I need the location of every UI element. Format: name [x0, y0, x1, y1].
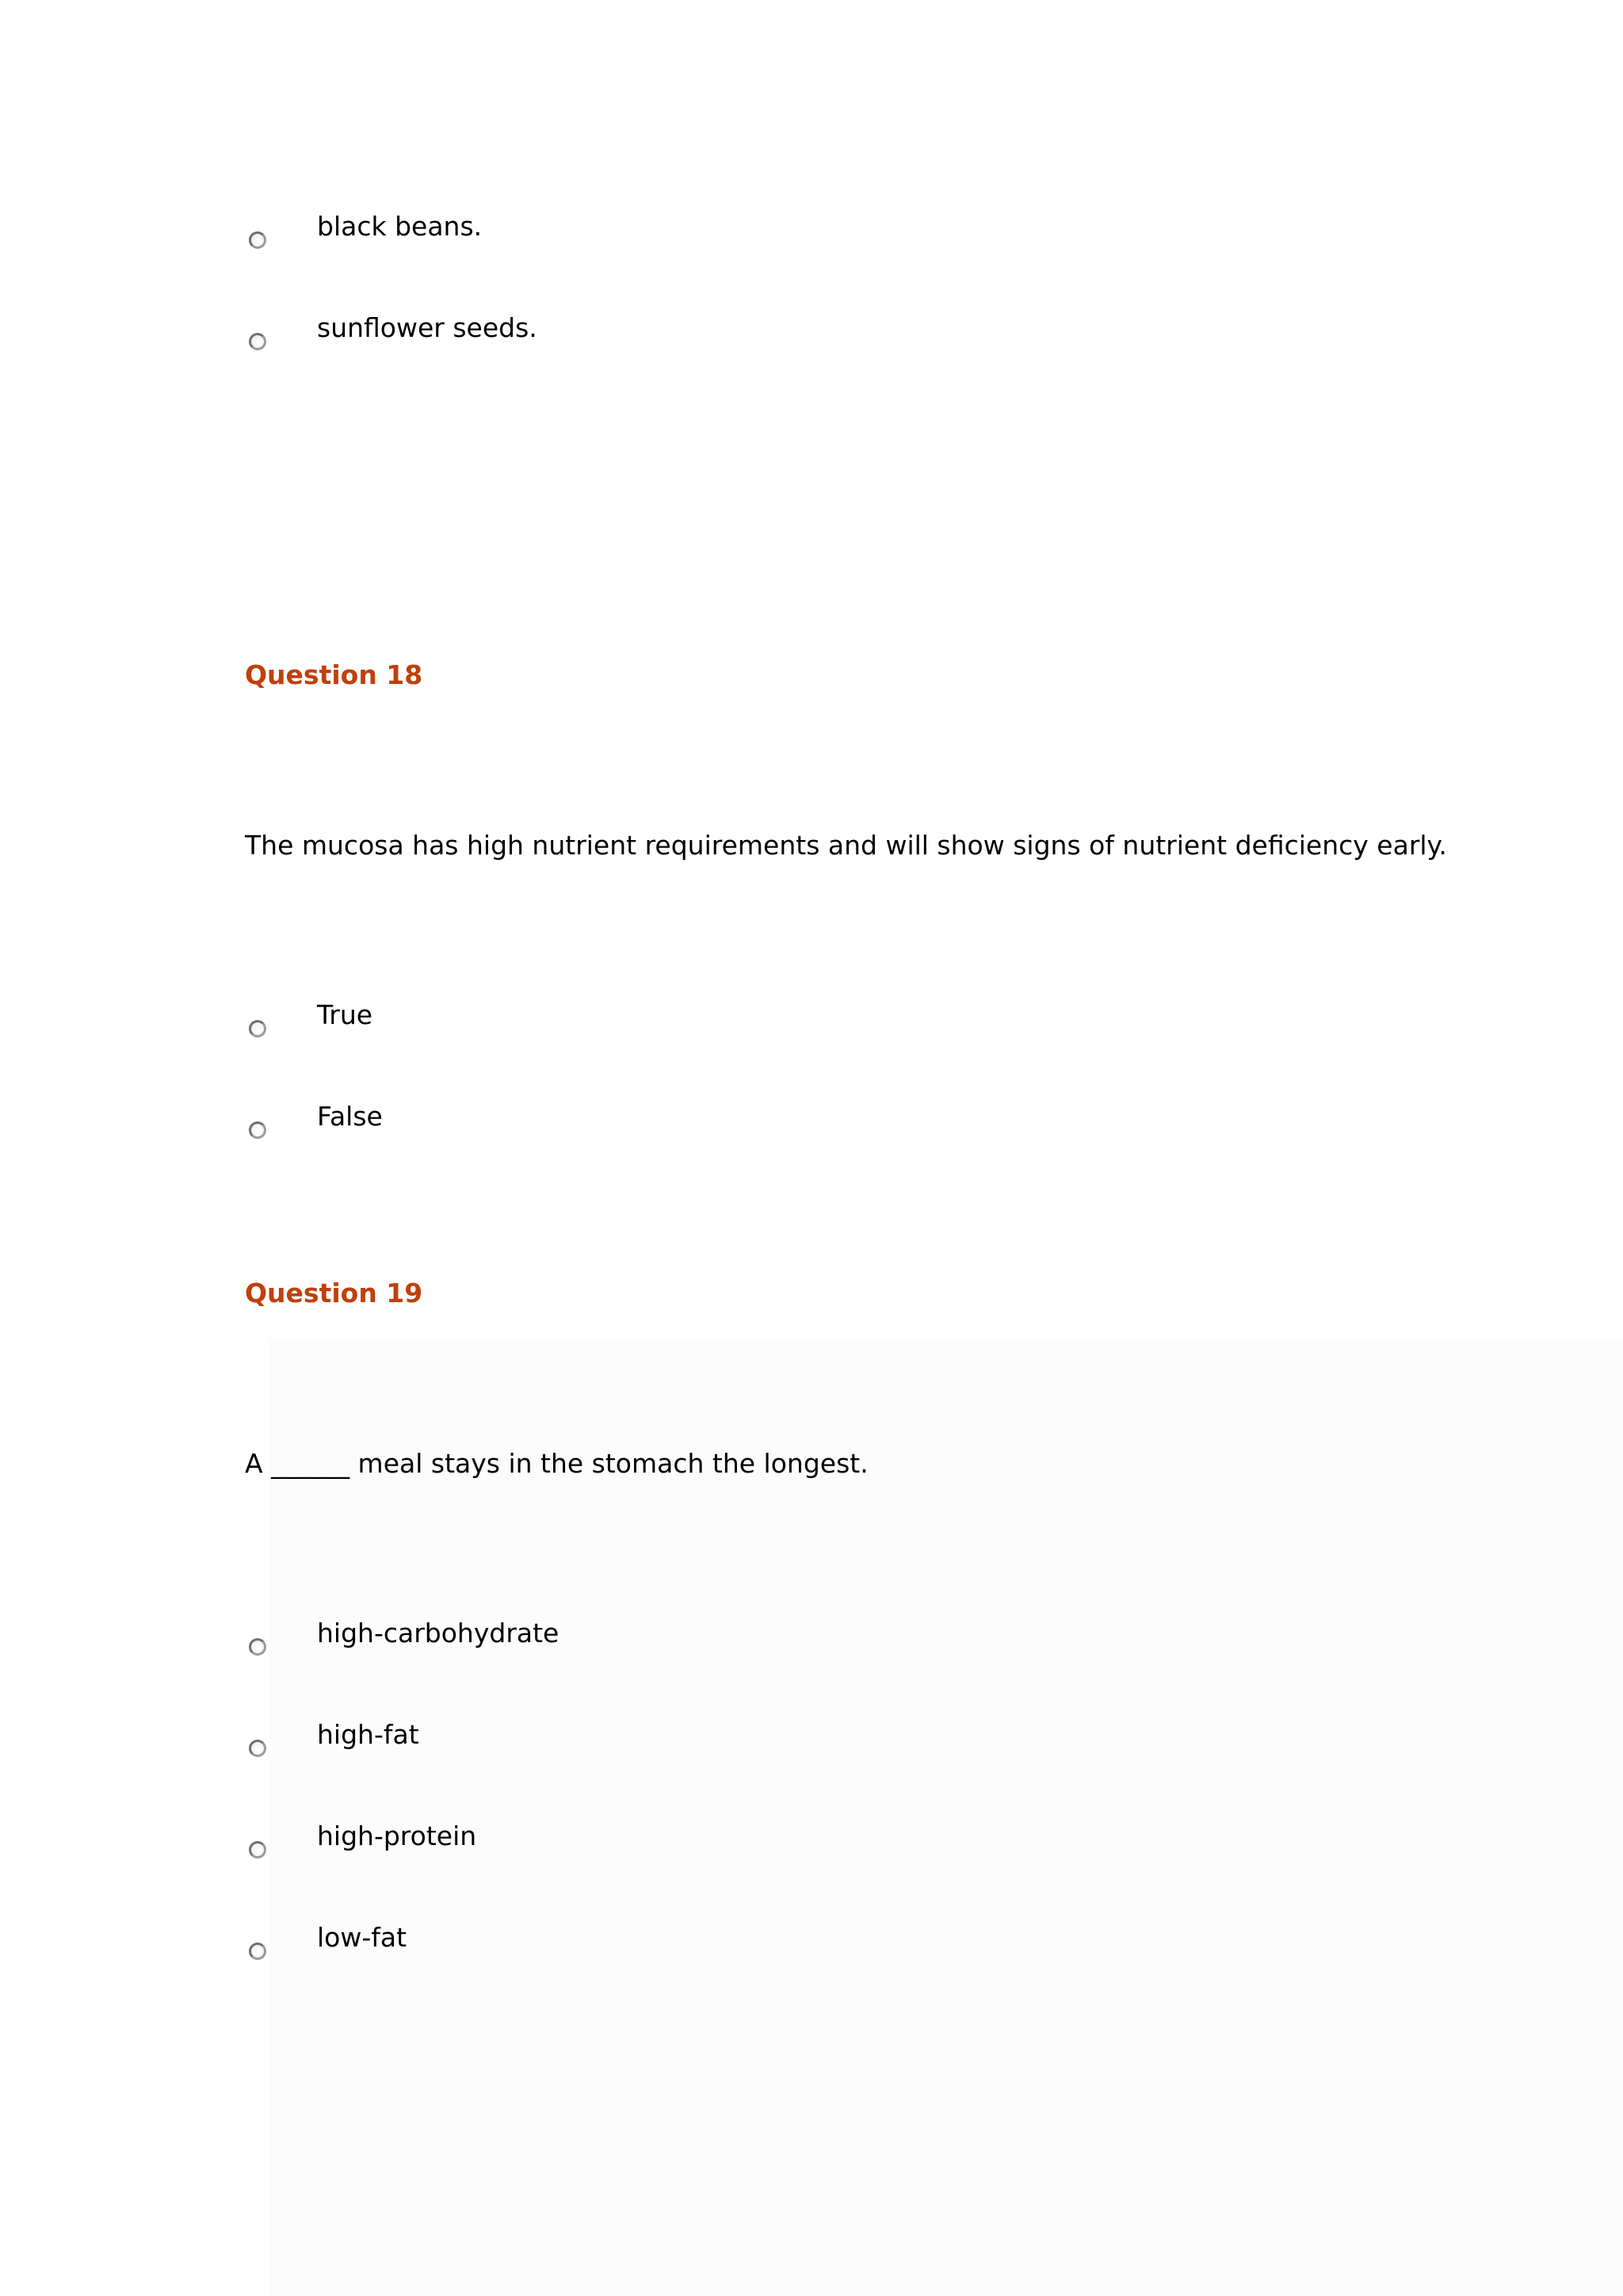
answer-option[interactable] [245, 211, 1354, 263]
background-shade [269, 1339, 1623, 2296]
answer-option-label: high-fat [317, 1719, 419, 1750]
answer-option-label: low-fat [317, 1922, 407, 1953]
answer-option-label: True [317, 999, 373, 1030]
radio-button-icon[interactable] [249, 1020, 266, 1037]
answer-option-label: black beans. [317, 211, 483, 242]
answer-option[interactable] [245, 1922, 1354, 1974]
answer-option[interactable] [245, 1719, 1354, 1771]
radio-button-icon[interactable] [249, 1943, 266, 1960]
radio-button-icon[interactable] [249, 231, 266, 249]
answer-option[interactable] [245, 999, 1354, 1052]
answer-option[interactable] [245, 312, 1354, 365]
radio-button-icon[interactable] [249, 1121, 266, 1139]
question-heading: Question 19 [245, 1278, 423, 1308]
answer-option[interactable] [245, 1618, 1354, 1670]
radio-button-icon[interactable] [249, 1841, 266, 1859]
radio-button-icon[interactable] [249, 333, 266, 350]
radio-button-icon[interactable] [249, 1638, 266, 1656]
question-text: A ______ meal stays in the stomach the longest. [245, 1448, 869, 1479]
answer-option-label: high-protein [317, 1820, 477, 1851]
answer-option[interactable] [245, 1101, 1354, 1153]
answer-option-label: sunflower seeds. [317, 312, 537, 343]
answer-option-label: False [317, 1101, 383, 1132]
question-text: The mucosa has high nutrient requirements and will show signs of nutrient deficiency early. [245, 830, 1447, 861]
question-heading: Question 18 [245, 659, 423, 690]
answer-option-label: high-carbohydrate [317, 1618, 559, 1648]
answer-option[interactable] [245, 1820, 1354, 1873]
radio-button-icon[interactable] [249, 1740, 266, 1757]
